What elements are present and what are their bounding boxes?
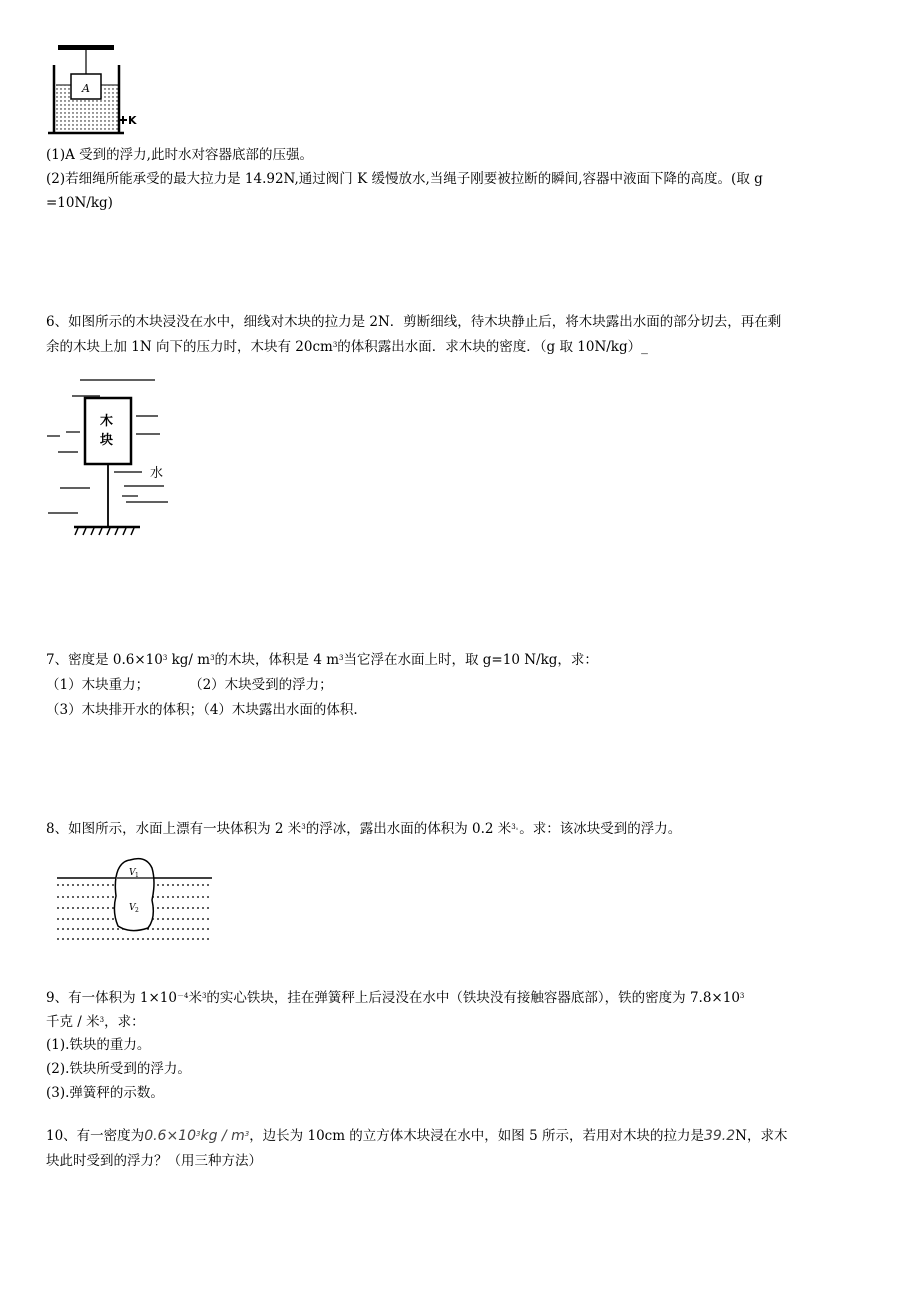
q9-line2: 千克 / 米$^3$，求：: [46, 1014, 145, 1030]
svg-text:1: 1: [135, 872, 139, 879]
q9-part2: (2).铁块所受到的浮力。: [46, 1061, 191, 1077]
q5-part2-line1: (2)若细绳所能承受的最大拉力是 14.92N,通过阀门 K 缓慢放水,当绳子刚要被拉断的瞬间,容器中液面下降的高度。(取 g: [46, 171, 763, 187]
q5-part2-line2: =10N/kg): [46, 195, 113, 211]
svg-text:A: A: [82, 82, 90, 95]
floating-ice-figure: [52, 852, 217, 944]
q7-line1: 7、密度是 $0.6\times 10^3$ kg/ $m^3$的木块，体积是 4 $m^3$当它浮在水面上时，取 g=10 N/kg，求：: [46, 652, 598, 668]
svg-text:块: 块: [100, 433, 114, 448]
q6-line1: 6、如图所示的木块浸没在水中，细线对木块的拉力是 2N．剪断细线，待木块静止后，将木块露出水面的部分切去，再在剩: [46, 314, 782, 330]
wood-block-figure: [40, 368, 180, 538]
q9-line1: 9、有一体积为 $1\times 10^{-4}$米$^3$的实心铁块，挂在弹簧秤上后浸没在水中（铁块没有接触容器底部），铁的密度为 $7.8\times 10^3$: [46, 990, 745, 1006]
q7-line3: （3）木块排开水的体积；（4）木块露出水面的体积.: [46, 702, 358, 718]
q10-line1: 10、有一密度为$0.6\times 10^3kg / m^3$，边长为 10cm 的立方体木块浸在水中，如图 5 所示，若用对木块的拉力是39.2N，求木: [46, 1128, 788, 1144]
force-value: 39.2: [703, 1128, 736, 1144]
wood-block: [85, 398, 131, 464]
q10-line2: 块此时受到的浮力？（用三种方法）: [46, 1153, 262, 1169]
svg-text:K: K: [128, 114, 137, 127]
container-figure: [40, 40, 150, 140]
q8-line1: 8、如图所示，水面上漂有一块体积为 2 米$^3$的浮冰，露出水面的体积为 0.2 米$^{3。}$。求：该冰块受到的浮力。: [46, 821, 682, 837]
ceiling-hatch: [58, 45, 114, 50]
q9-part1: (1).铁块的重力。: [46, 1037, 151, 1053]
svg-text:木: 木: [100, 414, 114, 429]
q7-line2: （1）木块重力； （2）木块受到的浮力；: [46, 677, 333, 693]
q6-line2: 余的木块上加 1N 向下的压力时，木块有 $20cm^3$的体积露出水面．求木块的密度．（g 取 10N/kg）_: [46, 339, 648, 355]
svg-text:V: V: [129, 903, 136, 913]
svg-text:V: V: [129, 868, 136, 878]
svg-text:水: 水: [150, 466, 164, 481]
q5-part1: (1)A 受到的浮力,此时水对容器底部的压强。: [46, 147, 313, 163]
svg-text:2: 2: [135, 907, 139, 914]
q9-part3: (3).弹簧秤的示数。: [46, 1085, 164, 1101]
density-value: $0.6\times 10^3kg / m^3$: [144, 1128, 250, 1144]
